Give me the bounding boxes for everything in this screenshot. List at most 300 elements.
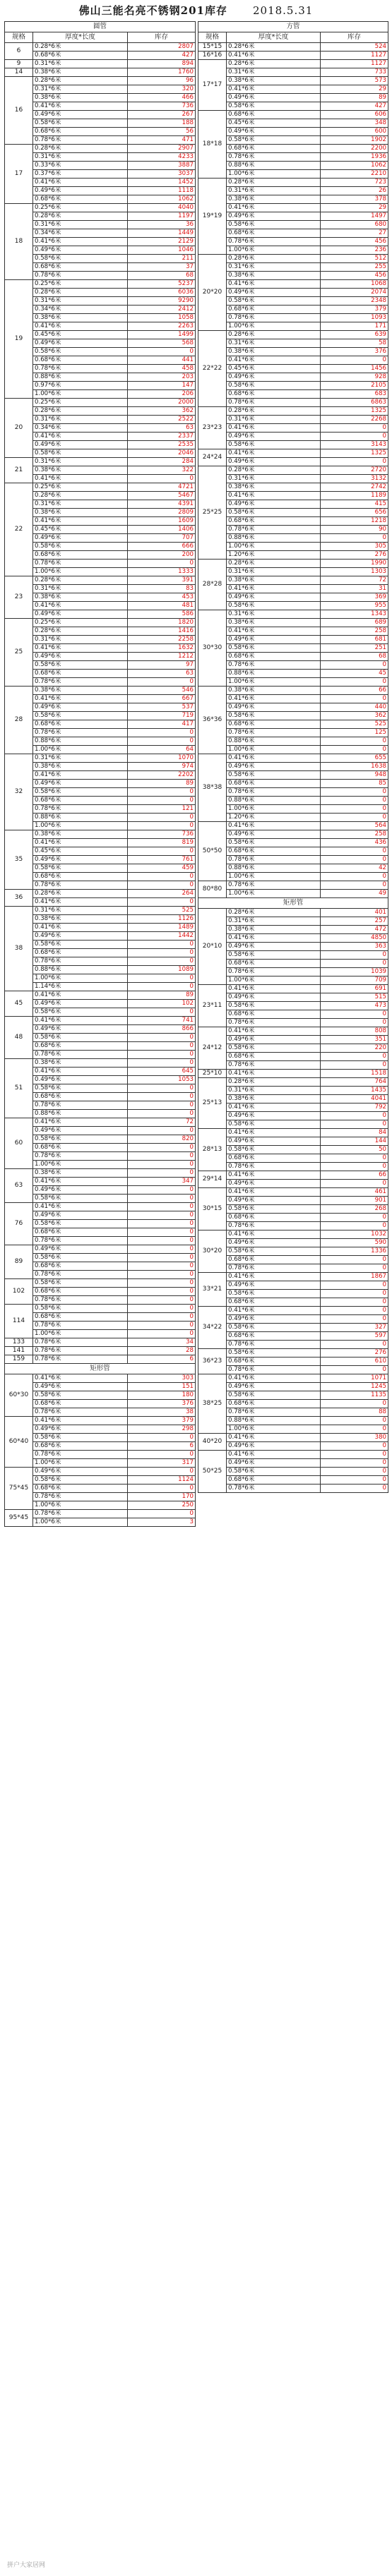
thickness-cell: 0.31*6米 <box>227 475 321 483</box>
header-thickness: 厚度*长度 <box>227 32 321 43</box>
table-row <box>5 517 196 526</box>
table-row <box>5 297 196 306</box>
thickness-cell: 0.31*6米 <box>227 187 321 195</box>
thickness-cell: 0.49*6米 <box>227 1383 321 1391</box>
stock-cell: 0 <box>321 1425 388 1434</box>
table-row <box>5 873 196 881</box>
thickness-cell: 1.00*6米 <box>33 1330 128 1338</box>
thickness-cell: 0.38*6米 <box>227 619 321 627</box>
stock-cell: 459 <box>128 864 196 873</box>
spec-cell: 23 <box>5 576 33 619</box>
thickness-cell: 0.58*6米 <box>227 1146 321 1154</box>
stock-cell: 0 <box>128 1451 196 1459</box>
thickness-cell: 0.58*6米 <box>33 1254 128 1262</box>
thickness-cell: 0.49*6米 <box>227 1197 321 1205</box>
thickness-cell: 0.68*6米 <box>33 949 128 957</box>
stock-cell: 0 <box>321 1010 388 1019</box>
stock-cell: 45 <box>321 670 388 678</box>
thickness-cell: 0.88*6米 <box>227 534 321 543</box>
thickness-cell: 0.78*6米 <box>227 1061 321 1070</box>
thickness-cell: 0.41*6米 <box>33 102 128 111</box>
table-row <box>198 1434 388 1442</box>
table-row <box>198 1366 388 1374</box>
stock-cell: 683 <box>321 390 388 399</box>
table-row <box>5 839 196 847</box>
stock-cell: 0 <box>321 433 388 441</box>
thickness-cell: 0.41*6米 <box>227 695 321 703</box>
table-row <box>198 1214 388 1222</box>
thickness-cell: 0.31*6米 <box>33 585 128 593</box>
stock-cell: 1442 <box>128 932 196 941</box>
spec-cell: 38 <box>5 907 33 991</box>
thickness-cell: 0.41*6米 <box>227 934 321 943</box>
thickness-cell: 0.28*6米 <box>227 466 321 475</box>
table-row <box>5 458 196 466</box>
table-row <box>5 119 196 128</box>
thickness-cell: 0.78*6米 <box>227 881 321 890</box>
stock-cell: 901 <box>321 1197 388 1205</box>
table-row <box>198 94 388 102</box>
table-row <box>198 1459 388 1468</box>
table-row <box>198 145 388 153</box>
spec-cell: 33*21 <box>198 1273 227 1307</box>
stock-cell: 379 <box>128 1417 196 1425</box>
stock-cell: 0 <box>321 1163 388 1171</box>
stock-cell: 2268 <box>321 416 388 424</box>
table-row <box>198 52 388 60</box>
spec-cell: 14 <box>5 68 33 77</box>
stock-cell: 0 <box>128 1305 196 1313</box>
stock-cell: 401 <box>321 909 388 917</box>
stock-cell: 56 <box>128 128 196 136</box>
thickness-cell: 0.58*6米 <box>33 1434 128 1442</box>
table-row <box>198 1307 388 1315</box>
thickness-cell: 1.00*6米 <box>227 746 321 754</box>
spec-cell: 60 <box>5 1118 33 1169</box>
stock-cell: 72 <box>321 576 388 585</box>
stock-cell: 808 <box>321 1027 388 1036</box>
thickness-cell: 0.78*6米 <box>33 1451 128 1459</box>
thickness-cell: 0.68*6米 <box>227 1256 321 1264</box>
stock-cell: 284 <box>128 458 196 466</box>
thickness-cell: 0.49*6米 <box>33 1468 128 1476</box>
table-row <box>198 1078 388 1087</box>
thickness-cell: 0.78*6米 <box>33 272 128 280</box>
thickness-cell: 0.34*6米 <box>33 306 128 314</box>
thickness-cell: 1.20*6米 <box>227 814 321 822</box>
thickness-cell: 0.88*6米 <box>227 670 321 678</box>
stock-cell: 2807 <box>128 43 196 52</box>
table-row <box>5 526 196 534</box>
section-title: 矩形管 <box>198 898 388 909</box>
stock-cell: 348 <box>321 119 388 128</box>
thickness-cell: 0.68*6米 <box>227 145 321 153</box>
stock-cell: 0 <box>321 695 388 703</box>
table-row <box>5 1451 196 1459</box>
table-row <box>5 1169 196 1178</box>
spec-cell: 25 <box>5 619 33 687</box>
stock-cell: 461 <box>321 1188 388 1197</box>
stock-cell: 317 <box>128 1459 196 1468</box>
thickness-cell: 0.41*6米 <box>227 1070 321 1078</box>
stock-cell: 362 <box>321 712 388 720</box>
stock-cell: 723 <box>321 179 388 187</box>
table-row <box>5 356 196 365</box>
stock-cell: 0 <box>321 746 388 754</box>
stock-cell: 0 <box>128 1296 196 1305</box>
thickness-cell: 1.00*6米 <box>227 322 321 331</box>
thickness-cell: 0.68*6米 <box>33 356 128 365</box>
table-row <box>5 1245 196 1254</box>
table-row <box>5 1144 196 1152</box>
stock-cell: 0 <box>128 1288 196 1296</box>
stock-cell: 0 <box>128 957 196 966</box>
thickness-cell: 0.49*6米 <box>33 1211 128 1220</box>
thickness-cell: 0.41*6米 <box>227 1307 321 1315</box>
stock-cell: 0 <box>128 729 196 737</box>
stock-cell: 3 <box>128 1518 196 1527</box>
stock-cell: 1609 <box>128 517 196 526</box>
thickness-cell: 1.00*6米 <box>227 246 321 255</box>
stock-cell: 736 <box>128 830 196 839</box>
thickness-cell: 0.41*6米 <box>33 1374 128 1383</box>
table-row <box>198 458 388 466</box>
table-row <box>5 1347 196 1355</box>
thickness-cell: 0.78*6米 <box>33 1237 128 1245</box>
thickness-cell: 0.78*6米 <box>227 788 321 797</box>
stock-cell: 379 <box>321 306 388 314</box>
stock-cell: 0 <box>321 661 388 670</box>
table-row <box>198 1400 388 1408</box>
table-row <box>5 966 196 974</box>
stock-cell: 1068 <box>321 280 388 289</box>
thickness-cell: 0.49*6米 <box>227 373 321 382</box>
thickness-cell: 0.49*6米 <box>33 1186 128 1195</box>
table-row <box>198 712 388 720</box>
thickness-cell: 0.78*6米 <box>227 526 321 534</box>
table-row <box>5 483 196 492</box>
stock-cell: 1058 <box>128 314 196 322</box>
table-row <box>5 68 196 77</box>
stock-cell: 34 <box>128 1338 196 1347</box>
stock-cell: 6036 <box>128 289 196 297</box>
spec-cell: 20 <box>5 399 33 458</box>
thickness-cell: 0.41*6米 <box>33 433 128 441</box>
table-row <box>5 830 196 839</box>
stock-cell: 50 <box>321 1146 388 1154</box>
sheet-header <box>0 0 392 21</box>
table-row <box>198 289 388 297</box>
stock-cell: 250 <box>128 1501 196 1510</box>
stock-cell: 471 <box>128 136 196 145</box>
stock-cell: 1046 <box>128 246 196 255</box>
spec-cell: 23*11 <box>198 985 227 1027</box>
table-row <box>198 60 388 68</box>
stock-cell: 0 <box>128 1059 196 1068</box>
table-row <box>5 77 196 85</box>
thickness-cell: 0.68*6米 <box>33 1262 128 1271</box>
spec-cell: 38*25 <box>198 1374 227 1434</box>
thickness-cell: 0.58*6米 <box>227 136 321 145</box>
stock-cell: 3143 <box>321 441 388 449</box>
thickness-cell: 0.58*6米 <box>33 1305 128 1313</box>
thickness-cell: 0.68*6米 <box>33 1400 128 1408</box>
tables-area <box>0 21 392 2561</box>
stock-cell: 1089 <box>128 966 196 974</box>
spec-cell: 133 <box>5 1338 33 1347</box>
table-row <box>5 204 196 212</box>
stock-cell: 0 <box>128 847 196 856</box>
table-row <box>198 593 388 602</box>
stock-cell: 1820 <box>128 619 196 627</box>
table-row <box>5 1501 196 1510</box>
stock-cell: 257 <box>321 917 388 926</box>
stock-cell: 0 <box>128 1127 196 1135</box>
stock-cell: 298 <box>128 1425 196 1434</box>
spec-cell: 76 <box>5 1203 33 1245</box>
thickness-cell: 0.58*6米 <box>33 1008 128 1017</box>
stock-cell: 89 <box>128 991 196 1000</box>
stock-cell: 2535 <box>128 441 196 449</box>
table-row <box>198 788 388 797</box>
table-row <box>198 917 388 926</box>
stock-cell: 4391 <box>128 500 196 509</box>
table-row <box>198 687 388 695</box>
stock-cell: 63 <box>128 670 196 678</box>
table-row <box>5 1051 196 1059</box>
stock-cell: 0 <box>128 1228 196 1237</box>
table-row <box>198 568 388 576</box>
thickness-cell: 0.78*6米 <box>33 1322 128 1330</box>
thickness-cell: 0.68*6米 <box>227 1053 321 1061</box>
stock-cell: 667 <box>128 695 196 703</box>
table-row <box>5 289 196 297</box>
table-row <box>5 797 196 805</box>
stock-cell: 1127 <box>321 60 388 68</box>
thickness-cell: 0.38*6米 <box>33 593 128 602</box>
thickness-cell: 0.49*6米 <box>227 1459 321 1468</box>
table-row <box>198 1053 388 1061</box>
table-row <box>198 1205 388 1214</box>
stock-cell: 741 <box>128 1017 196 1025</box>
table-row <box>5 246 196 255</box>
thickness-cell: 0.41*6米 <box>227 356 321 365</box>
thickness-cell: 0.41*6米 <box>227 1273 321 1281</box>
stock-cell: 512 <box>321 255 388 263</box>
table-row <box>5 687 196 695</box>
spec-cell: 18*18 <box>198 111 227 179</box>
thickness-cell: 0.49*6米 <box>227 212 321 221</box>
thickness-cell: 0.49*6米 <box>227 1137 321 1146</box>
spec-cell: 89 <box>5 1245 33 1279</box>
thickness-cell: 0.41*6米 <box>227 424 321 433</box>
thickness-cell: 0.49*6米 <box>227 943 321 951</box>
stock-cell: 0 <box>128 1279 196 1288</box>
stock-cell: 0 <box>128 1110 196 1118</box>
table-row <box>198 1188 388 1197</box>
stock-cell: 0 <box>321 1256 388 1264</box>
table-row <box>198 551 388 560</box>
stock-cell: 0 <box>128 475 196 483</box>
table-row <box>5 1374 196 1383</box>
thickness-cell: 0.88*6米 <box>227 737 321 746</box>
thickness-cell: 0.31*6米 <box>227 568 321 576</box>
table-row <box>5 1442 196 1451</box>
thickness-cell: 0.41*6米 <box>33 517 128 526</box>
stock-cell: 4041 <box>321 1095 388 1103</box>
table-row <box>198 306 388 314</box>
thickness-cell: 0.78*6米 <box>227 1484 321 1493</box>
stock-cell: 1452 <box>128 179 196 187</box>
stock-cell: 2000 <box>128 399 196 407</box>
stock-cell: 264 <box>128 890 196 898</box>
stock-cell: 4850 <box>321 934 388 943</box>
thickness-cell: 0.49*6米 <box>33 856 128 864</box>
table-row <box>198 85 388 94</box>
thickness-cell: 0.49*6米 <box>227 636 321 644</box>
thickness-cell: 0.31*6米 <box>33 636 128 644</box>
thickness-cell: 0.68*6米 <box>227 720 321 729</box>
stock-cell: 656 <box>321 509 388 517</box>
thickness-cell: 0.78*6米 <box>227 153 321 162</box>
thickness-cell: 0.58*6米 <box>227 382 321 390</box>
thickness-cell: 0.88*6米 <box>33 737 128 746</box>
thickness-cell: 0.38*6米 <box>33 314 128 322</box>
stock-cell: 0 <box>128 348 196 356</box>
thickness-cell: 0.41*6米 <box>227 1230 321 1239</box>
stock-cell: 2348 <box>321 297 388 306</box>
table-row <box>5 636 196 644</box>
stock-cell: 322 <box>128 466 196 475</box>
stock-cell: 0 <box>128 1161 196 1169</box>
table-row <box>5 1510 196 1518</box>
thickness-cell: 0.78*6米 <box>227 1163 321 1171</box>
table-row <box>5 1118 196 1127</box>
thickness-cell: 0.41*6米 <box>227 754 321 763</box>
stock-cell: 0 <box>321 1442 388 1451</box>
table-row <box>198 1180 388 1188</box>
table-row <box>198 1019 388 1027</box>
stock-cell: 597 <box>321 1332 388 1341</box>
table-row <box>198 255 388 263</box>
table-row <box>5 1434 196 1442</box>
stock-cell: 524 <box>321 43 388 52</box>
stock-cell: 0 <box>321 1417 388 1425</box>
thickness-cell: 0.49*6米 <box>227 593 321 602</box>
stock-cell: 1497 <box>321 212 388 221</box>
stock-cell: 0 <box>321 805 388 814</box>
stock-cell: 1867 <box>321 1273 388 1281</box>
thickness-cell: 0.31*6米 <box>33 416 128 424</box>
table-row <box>5 221 196 229</box>
stock-cell: 2200 <box>321 145 388 153</box>
table-row <box>198 43 388 52</box>
table-row <box>5 1288 196 1296</box>
spec-cell: 20*20 <box>198 255 227 331</box>
stock-cell: 0 <box>321 960 388 968</box>
thickness-cell: 0.31*6米 <box>227 263 321 272</box>
thickness-cell: 0.49*6米 <box>33 1076 128 1084</box>
thickness-cell: 0.58*6米 <box>227 1290 321 1298</box>
table-row <box>5 1518 196 1527</box>
table-row <box>198 856 388 864</box>
stock-cell: 0 <box>128 1262 196 1271</box>
stock-cell: 0 <box>321 1214 388 1222</box>
table-row <box>5 433 196 441</box>
thickness-cell: 0.58*6米 <box>33 864 128 873</box>
table-row <box>198 695 388 703</box>
stock-cell: 0 <box>128 1195 196 1203</box>
thickness-cell: 0.49*6米 <box>33 534 128 543</box>
table-row <box>198 926 388 934</box>
stock-cell: 655 <box>321 754 388 763</box>
spec-cell: 29*14 <box>198 1171 227 1188</box>
table-row <box>198 814 388 822</box>
stock-cell: 2074 <box>321 289 388 297</box>
table-row <box>5 111 196 119</box>
table-row <box>5 763 196 771</box>
stock-cell: 456 <box>321 272 388 280</box>
thickness-cell: 0.49*6米 <box>227 128 321 136</box>
table-row <box>198 280 388 289</box>
spec-cell: 32 <box>5 754 33 830</box>
thickness-cell: 0.37*6米 <box>33 170 128 179</box>
stock-cell: 0 <box>321 1281 388 1290</box>
thickness-cell: 0.41*6米 <box>227 449 321 458</box>
thickness-cell: 0.68*6米 <box>33 1313 128 1322</box>
thickness-cell: 0.31*6米 <box>227 68 321 77</box>
stock-cell: 0 <box>321 737 388 746</box>
table-row <box>198 390 388 399</box>
stock-cell: 764 <box>321 1078 388 1087</box>
thickness-cell: 0.41*6米 <box>33 924 128 932</box>
thickness-cell: 1.00*6米 <box>33 1501 128 1510</box>
table-row <box>198 720 388 729</box>
stock-cell: 0 <box>128 1330 196 1338</box>
table-row <box>198 839 388 847</box>
table-row <box>198 339 388 348</box>
stock-cell: 2263 <box>128 322 196 331</box>
table-row <box>198 416 388 424</box>
thickness-cell: 0.68*6米 <box>33 263 128 272</box>
thickness-cell: 0.41*6米 <box>227 1171 321 1180</box>
stock-cell: 26 <box>321 187 388 195</box>
table-row <box>5 1493 196 1501</box>
thickness-cell: 0.49*6米 <box>33 1000 128 1008</box>
thickness-cell: 0.88*6米 <box>227 1417 321 1425</box>
table-row <box>5 737 196 746</box>
stock-cell: 2412 <box>128 306 196 314</box>
watermark-text: 拼户大家居网 <box>7 2562 46 2569</box>
thickness-cell: 0.49*6米 <box>33 653 128 661</box>
table-row <box>5 280 196 289</box>
thickness-cell: 0.78*6米 <box>33 881 128 890</box>
stock-cell: 894 <box>128 60 196 68</box>
spec-cell: 30*30 <box>198 610 227 687</box>
thickness-cell: 0.78*6米 <box>227 729 321 737</box>
stock-cell: 180 <box>128 1391 196 1400</box>
table-row <box>198 136 388 145</box>
table-row <box>5 509 196 517</box>
stock-cell: 0 <box>128 814 196 822</box>
stock-cell: 258 <box>321 830 388 839</box>
table-row <box>198 670 388 678</box>
sheet-title: 佛山三能名亮不锈钢201库存 <box>78 4 227 17</box>
table-row <box>198 1349 388 1357</box>
thickness-cell: 0.49*6米 <box>227 1239 321 1247</box>
stock-cell: 1936 <box>321 153 388 162</box>
thickness-cell: 0.49*6米 <box>33 1025 128 1034</box>
